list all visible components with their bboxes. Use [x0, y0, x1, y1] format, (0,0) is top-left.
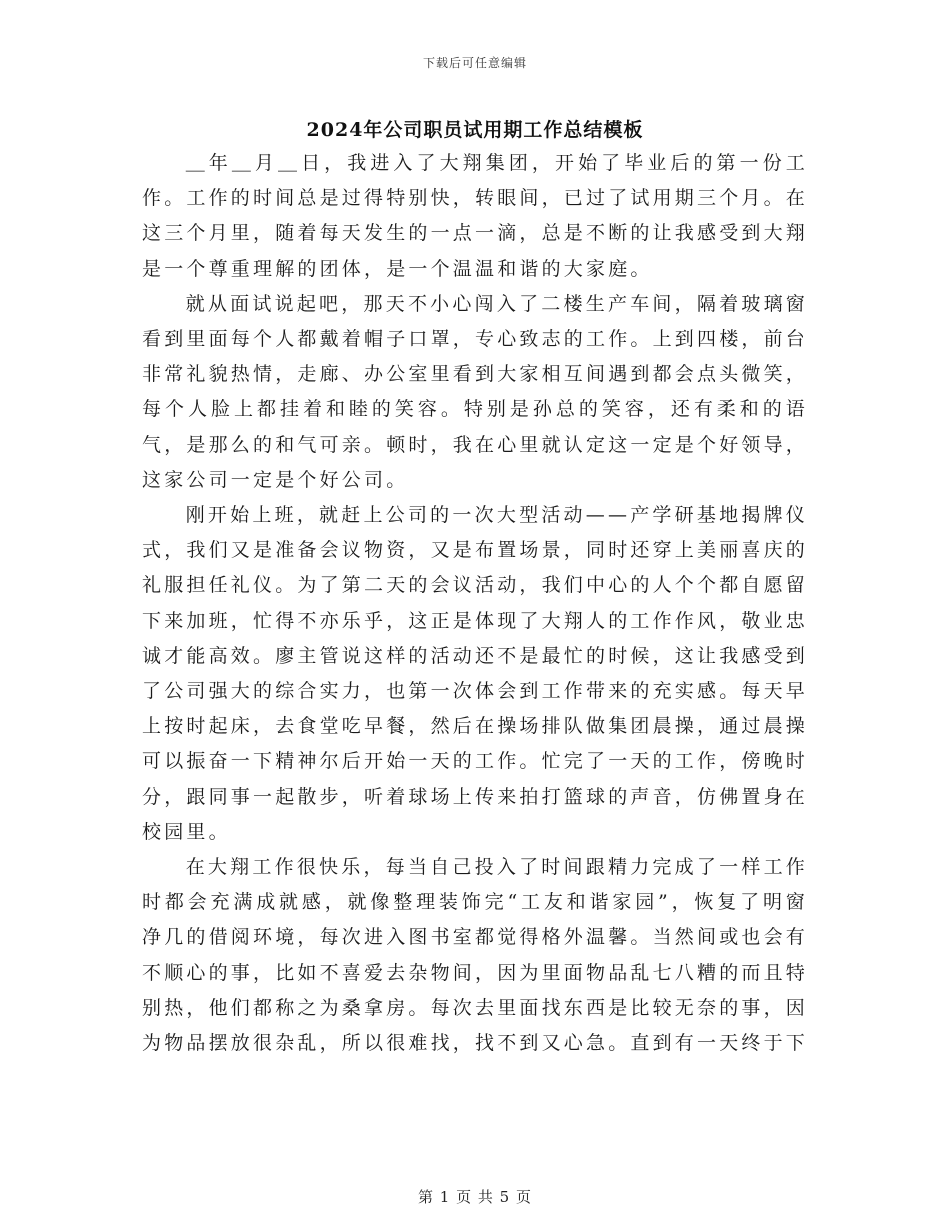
- document-title: 2024年公司职员试用期工作总结模板: [306, 119, 644, 141]
- document-body: [142, 146, 808, 1061]
- page-indicator: 第 1 页 共 5 页: [418, 1188, 532, 1206]
- paragraph: 就从面试说起吧，那天不小心闯入了二楼生产车间，隔着玻璃窗看到里面每个人都戴着帽子口罩，专心致志的工作。上到四楼，前台非常礼貌热情，走廊、办公室里看到大家相互间遇到都会点头微笑，每个人脸上都挂着和睦的笑容。特别是孙总的笑容，还有柔和的语气，是那么的和气可亲。顿时，我在心里就认定这一定是个好领导，这家公司一定是个好公司。: [142, 292, 809, 491]
- paragraph: 刚开始上班，就赶上公司的一次大型活动——产学研基地揭牌仪式，我们又是准备会议物资，又是布置场景，同时还穿上美丽喜庆的礼服担任礼仪。为了第二天的会议活动，我们中心的人个个都自愿留下来加班，忙得不亦乐乎，这正是体现了大翔人的工作作风，敬业忠诚才能高效。廖主管说这样的活动还不是最忙的时候，这让我感受到了公司强大的综合实力，也第一次体会到工作带来的充实感。每天早上按时起床，去食堂吃早餐，然后在操场排队做集团晨操，通过晨操可以振奋一下精神尔后开始一天的工作。忙完了一天的工作，傍晚时分，跟同事一起散步，听着球场上传来拍打篮球的声音，仿佛置身在校园里。: [142, 504, 809, 843]
- header-note: 下载后可任意编辑: [422, 56, 527, 70]
- paragraph: ＿年＿月＿日，我进入了大翔集团，开始了毕业后的第一份工作。工作的时间总是过得特别快，转眼间，已过了试用期三个月。在这三个月里，随着每天发生的一点一滴，总是不断的让我感受到大翔是一个尊重理解的团体，是一个温温和谐的大家庭。: [142, 152, 809, 280]
- paragraph: 在大翔工作很快乐，每当自己投入了时间跟精力完成了一样工作时都会充满成就感，就像整理装饰完“工友和谐家园”，恢复了明窗净几的借阅环境，每次进入图书室都觉得格外温馨。当然间或也会有不顺心的事，比如不喜爱去杂物间，因为里面物品乱七八糟的而且特别热，他们都称之为桑拿房。每次去里面找东西是比较无奈的事，因为物品摆放很杂乱，所以很难找，找不到又心急。直到有一天终于下: [142, 856, 809, 1055]
